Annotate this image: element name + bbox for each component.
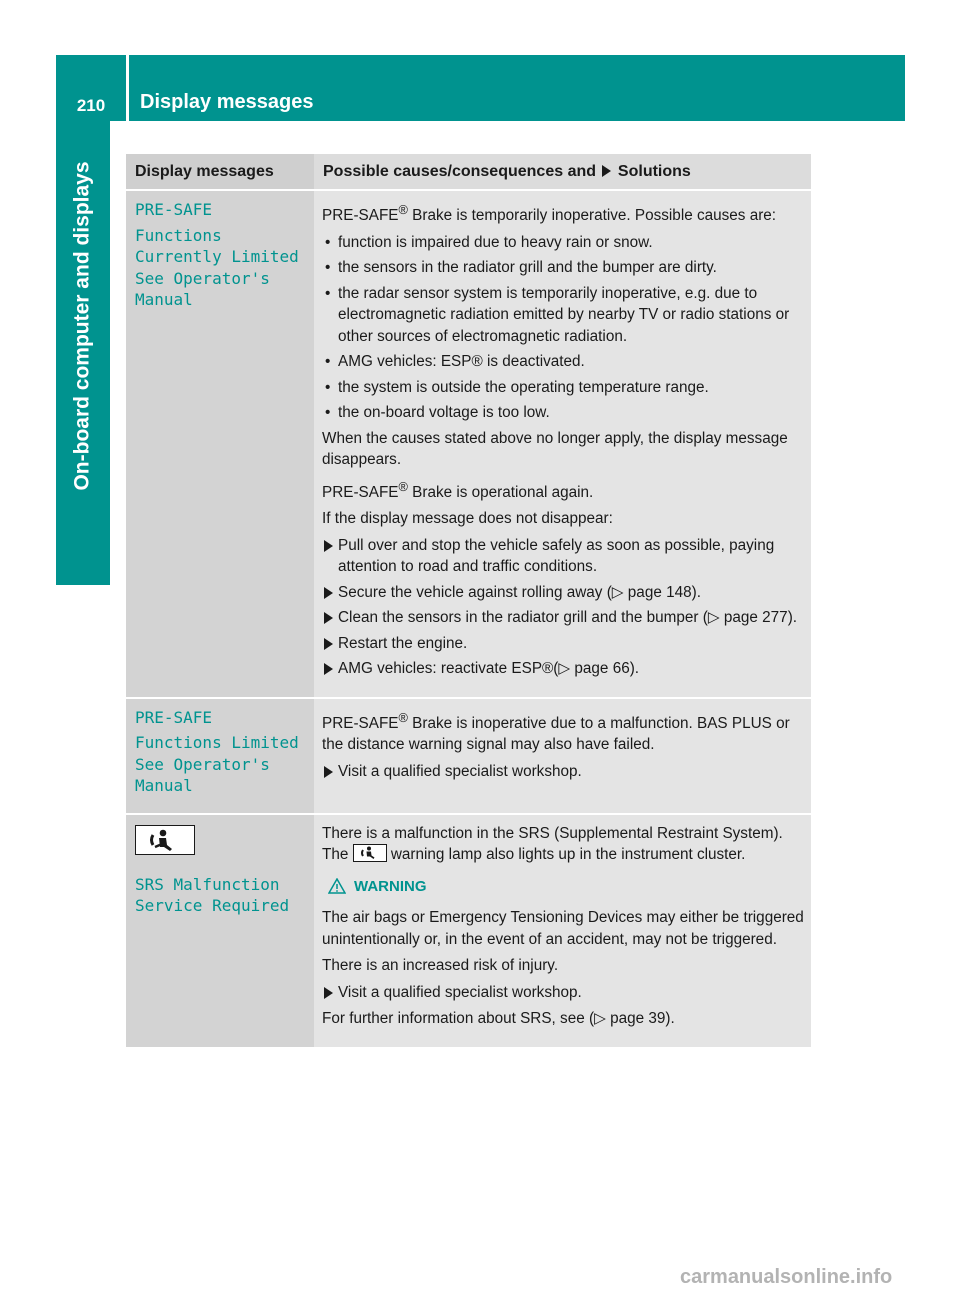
list-item: Restart the engine.	[322, 633, 805, 655]
solution-cell	[314, 190, 811, 698]
cause-list	[322, 232, 805, 424]
message-line: Functions	[135, 225, 222, 245]
column-header-solutions-text: Solutions	[617, 163, 691, 180]
warning-text: The air bags or Emergency Tensioning Devices may either be triggered unintentionally or, in the event of an accident, may not be triggered.	[322, 909, 804, 948]
warning-triangle-icon	[328, 878, 346, 894]
message-line: See Operator's	[135, 754, 270, 774]
message-line: PRE-SAFE	[135, 200, 213, 219]
action-list	[322, 535, 805, 680]
list-item: • the system is outside the operating temperature range.	[322, 377, 805, 399]
message-cell	[126, 814, 314, 1048]
note-text: If the display message does not disappear:	[322, 510, 613, 528]
list-item: Visit a qualified specialist workshop.	[322, 982, 805, 1004]
list-item: Secure the vehicle against rolling away (▷ page 148).	[322, 582, 805, 604]
message-line: SRS Malfunction	[135, 874, 280, 894]
list-item: • AMG vehicles: ESP® is deactivated.	[322, 351, 805, 373]
column-header-solutions	[314, 154, 811, 190]
list-item: Visit a qualified specialist workshop.	[322, 761, 805, 783]
message-line: Manual	[135, 290, 193, 309]
warning-label: WARNING	[354, 877, 427, 895]
list-item: AMG vehicles: reactivate ESP®(▷ page 66).	[322, 658, 805, 680]
side-label-text: On-board computer and displays	[71, 161, 94, 491]
list-item: • function is impaired due to heavy rain or snow.	[322, 232, 805, 254]
watermark: carmanualsonline.info	[680, 1266, 893, 1288]
list-item: • the sensors in the radiator grill and the bumper are dirty.	[322, 257, 805, 279]
solution-cell	[314, 814, 811, 1048]
message-cell	[126, 190, 314, 698]
message-cell	[126, 698, 314, 814]
column-header-messages: Display messages	[126, 154, 314, 190]
page-number: 210	[76, 96, 106, 115]
warning-heading	[328, 876, 805, 898]
list-item: • the radar sensor system is temporarily inoperative, e.g. due to electromagnetic radiation emitted by nearby TV or radio stations or other sources of electromagnetic radiation.	[322, 283, 805, 348]
message-line: PRE-SAFE	[135, 707, 213, 727]
message-line: See Operator's	[135, 268, 270, 288]
action-list	[322, 761, 805, 783]
action-arrow-icon	[602, 165, 611, 177]
intro-text: PRE-SAFE® Brake is temporarily inoperative. Possible causes are:	[322, 202, 777, 225]
registered-mark: ®	[398, 709, 408, 725]
display-messages-table	[126, 154, 811, 1049]
message-line: Currently Limited	[135, 247, 299, 266]
page-title: Display messages	[140, 91, 314, 113]
column-header-causes-text: Possible causes/consequences and	[323, 163, 597, 180]
airbag-warning-icon	[353, 844, 387, 862]
message-line: Manual	[135, 776, 193, 796]
table-row	[126, 814, 811, 1048]
list-item: • the on-board voltage is too low.	[322, 402, 805, 424]
action-list	[322, 982, 805, 1004]
header-divider	[126, 55, 129, 121]
note-text: PRE-SAFE® Brake is operational again.	[322, 478, 594, 501]
registered-mark: ®	[398, 478, 408, 494]
message-line: Service Required	[135, 896, 290, 916]
intro-text: There is a malfunction in the SRS (Supplemental Restraint System). The warning lamp also lights up in the instrument cluster.	[322, 824, 783, 864]
intro-text: PRE-SAFE® Brake is inoperative due to a malfunction. BAS PLUS or the distance warning signal may also have failed.	[322, 709, 790, 754]
side-label	[56, 121, 110, 531]
solution-cell	[314, 698, 811, 814]
airbag-warning-icon	[135, 825, 195, 855]
table-row	[126, 698, 811, 814]
list-item: Pull over and stop the vehicle safely as soon as possible, paying attention to road and traffic conditions.	[322, 535, 805, 578]
message-line: Functions Limited	[135, 733, 299, 753]
further-info-text: For further information about SRS, see (▷ page 39).	[322, 1010, 675, 1028]
list-item: Clean the sensors in the radiator grill and the bumper (▷ page 277).	[322, 607, 805, 629]
registered-mark: ®	[398, 202, 408, 217]
risk-text: There is an increased risk of injury.	[322, 957, 559, 975]
table-header-row	[126, 154, 811, 190]
note-text: When the causes stated above no longer apply, the display message disappears.	[322, 429, 788, 469]
table-row	[126, 190, 811, 698]
